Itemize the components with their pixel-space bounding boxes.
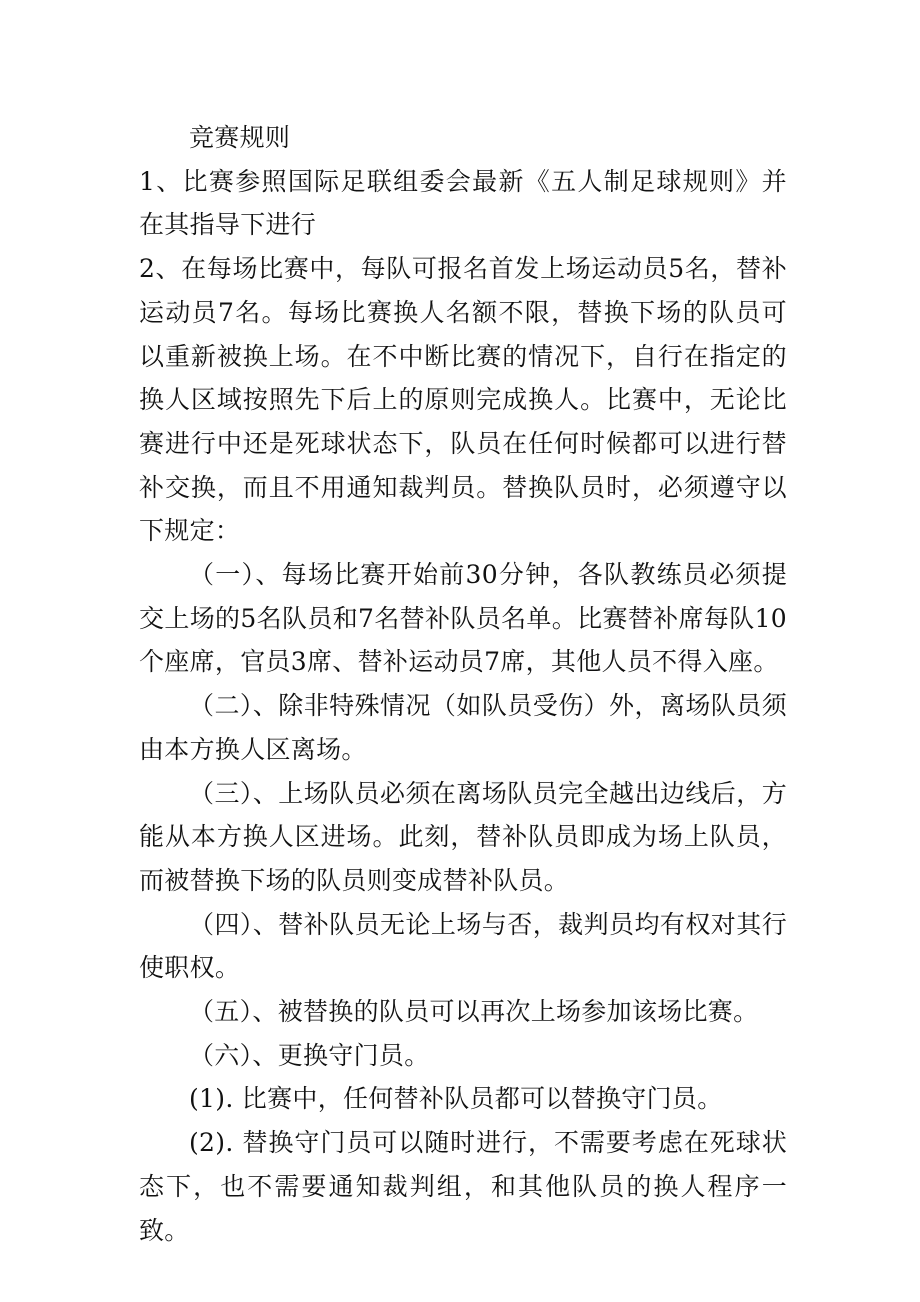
rule-item-5: （五）、被替换的队员可以再次上场参加该场比赛。 [189,997,759,1027]
rule-item-4: （四）、替补队员无论上场与否，裁判员均有权对其行使职权。 [139,909,787,983]
rule-item-3: （三）、上场队员必须在离场队员完全越出边线后，方能从本方换人区进场。此刻，替补队员即成为场上队员，而被替换下场的队员则变成替补队员。 [139,778,787,895]
rule-item-1: （一）、每场比赛开始前30分钟，各队教练员必须提交上场的5名队员和7名替补队员名单。比赛替补席每队10个座席，官员3席、替补运动员7席，其他人员不得入座。 [139,560,787,677]
rule-subitem-1: (1). 比赛中，任何替补队员都可以替换守门员。 [189,1084,723,1114]
document-body [139,116,787,1252]
rule-paragraph-1: 1、比赛参照国际足联组委会最新《五人制足球规则》并在其指导下进行 [139,166,787,240]
rule-paragraph-2: 2、在每场比赛中，每队可报名首发上场运动员5名，替补运动员7名。每场比赛换人名额不限，替换下场的队员可以重新被换上场。在不中断比赛的情况下，自行在指定的换人区域按照先下后上的原则完成换人。比赛中，无论比赛进行中还是死球状态下，队员在任何时候都可以进行替补交换，而且不用通知裁判员。替换队员时，必须遵守以下规定： [139,254,787,546]
rule-item-6: （六）、更换守门员。 [189,1040,430,1070]
rule-item-2: （二）、除非特殊情况（如队员受伤）外，离场队员须由本方换人区离场。 [139,691,787,764]
rule-subitem-2: (2). 替换守门员可以随时进行，不需要考虑在死球状态下，也不需要通知裁判组，和其他队员的换人程序一致。 [139,1128,787,1245]
document-title: 竞赛规则 [189,123,291,152]
